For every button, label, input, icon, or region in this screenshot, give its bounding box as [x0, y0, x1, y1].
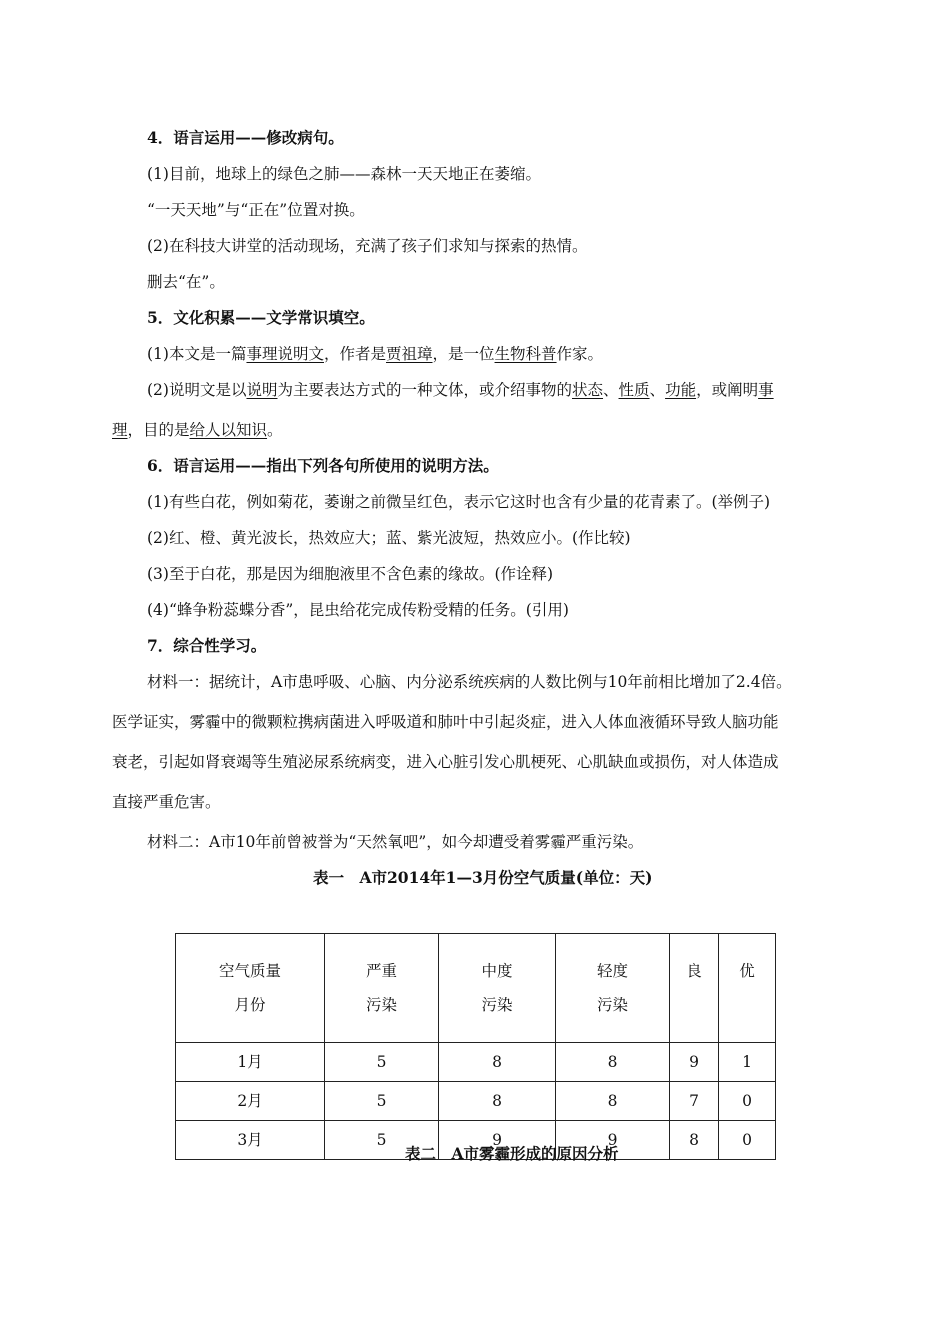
table-1-caption: 表一 A市2014年1—3月份空气质量(单位：天): [313, 868, 653, 887]
table-cell: 1: [719, 1043, 776, 1082]
q4-answer-1: “一天天地”与“正在”位置对换。: [147, 201, 365, 219]
q5-answer-nature: 性质: [618, 381, 650, 399]
table-cell: 5: [325, 1043, 439, 1082]
q6-sentence-2: (2)红、橙、黄光波长，热效应大；蓝、紫光波短，热效应小。(作比较): [147, 529, 631, 547]
q5-item-2: [147, 378, 774, 402]
table-corner-cell: [176, 934, 325, 1043]
header-month: 月份: [234, 996, 266, 1014]
q7-material-1: 材料一：据统计，A市患呼吸、心脑、内分泌系统疾病的人数比例与10年前相比增加了2.4倍。: [147, 673, 792, 691]
table-cell: 8: [439, 1082, 556, 1121]
q5-item-1-text: ，作者是: [323, 345, 386, 363]
q5-item-2-text: ，或阐明: [696, 381, 759, 399]
table-cell: 5: [325, 1121, 439, 1160]
table-cell: 2月: [176, 1082, 325, 1121]
table-cell: 9: [439, 1121, 556, 1160]
q5-answer-function: 功能: [665, 381, 697, 399]
q6-sentence-1: (1)有些白花，例如菊花，萎谢之前微呈红色，表示它这时也含有少量的花青素了。(举例子): [147, 493, 771, 511]
q7-material-1-line-3: 衰老，引起如肾衰竭等生殖泌尿系统病变，进入心脏引发心肌梗死、心肌缺血或损伤，对人体造成: [112, 753, 779, 771]
q5-item-1: [147, 342, 603, 366]
header-light: [556, 934, 670, 1043]
table-cell: 0: [719, 1121, 776, 1160]
table-cell: 8: [556, 1043, 670, 1082]
q5-item-2-text: ，目的是: [127, 421, 190, 439]
q6-sentence-3: (3)至于白花，那是因为细胞液里不含色素的缘故。(作诠释): [147, 565, 554, 583]
table-row: [176, 1043, 776, 1082]
q5-item-1-text: (1)本文是一篇: [147, 345, 247, 363]
q7-material-1-line-2: 医学证实，雾霾中的微颗粒携病菌进入呼吸道和肺叶中引起炎症，进入人体血液循环导致人脑功能: [112, 713, 779, 731]
q5-title: 5．文化积累——文学常识填空。: [147, 308, 375, 327]
q5-item-2-text: 。: [267, 421, 283, 439]
q4-answer-2: 删去“在”。: [147, 273, 225, 291]
q5-answer-explain: 说明: [246, 381, 278, 399]
table-header-row: [176, 934, 776, 1043]
table-cell: 7: [670, 1082, 719, 1121]
q5-item-2-text: 、: [603, 381, 619, 399]
header-text: 污染: [481, 996, 513, 1014]
header-text: 轻度: [596, 962, 628, 980]
header-air-quality: 空气质量: [218, 962, 281, 980]
q5-item-1-text: 作家。: [556, 345, 604, 363]
header-severe: [325, 934, 439, 1043]
air-quality-table: [175, 933, 776, 1160]
q5-answer-reason-start: 事: [758, 381, 774, 399]
q7-title: 7．综合性学习。: [147, 636, 267, 655]
q5-answer-field: 生物科普: [494, 345, 557, 363]
q4-sentence-1: (1)目前，地球上的绿色之肺——森林一天天地正在萎缩。: [147, 165, 541, 183]
table-cell: 0: [719, 1082, 776, 1121]
table-row: [176, 1082, 776, 1121]
q5-answer-purpose: 给人以知识: [189, 421, 268, 439]
header-text: 严重: [365, 962, 397, 980]
header-moderate: [439, 934, 556, 1043]
q7-material-1-line-4: 直接严重危害。: [112, 793, 221, 811]
q5-answer-genre: 事理说明文: [246, 345, 324, 363]
q7-material-2: 材料二：A市10年前曾被誉为“天然氧吧”，如今却遭受着雾霾严重污染。: [147, 833, 644, 851]
q5-answer-author: 贾祖璋: [386, 345, 433, 363]
q5-item-2-text: 、: [649, 381, 666, 399]
q6-sentence-4: (4)“蜂争粉蕊蝶分香”，昆虫给花完成传粉受精的任务。(引用): [147, 601, 569, 619]
q4-sentence-2: (2)在科技大讲堂的活动现场，充满了孩子们求知与探索的热情。: [147, 237, 588, 255]
q5-answer-reason-end: 理: [112, 421, 128, 439]
table-cell: 9: [670, 1043, 719, 1082]
q5-item-2-continued: [112, 418, 283, 442]
table-cell: 3月: [176, 1121, 325, 1160]
q5-answer-state: 状态: [572, 381, 604, 399]
header-text: 中度: [481, 962, 513, 980]
table-cell: 1月: [176, 1043, 325, 1082]
table-cell: 8: [670, 1121, 719, 1160]
table-cell: 5: [325, 1082, 439, 1121]
q5-item-1-text: ，是一位: [432, 345, 495, 363]
header-good: 良: [670, 934, 719, 1043]
table-2-caption: 表二 A市雾霾形成的原因分析: [405, 1144, 619, 1163]
q5-item-2-text: (2)说明文是以: [147, 381, 247, 399]
table-cell: 8: [556, 1082, 670, 1121]
header-text: 污染: [596, 996, 628, 1014]
q5-item-2-text: 为主要表达方式的一种文体，或介绍事物的: [277, 381, 572, 399]
table-cell: 9: [556, 1121, 670, 1160]
q6-title: 6．语言运用——指出下列各句所使用的说明方法。: [147, 456, 499, 475]
header-excellent: 优: [719, 934, 776, 1043]
table-cell: 8: [439, 1043, 556, 1082]
header-text: 污染: [365, 996, 397, 1014]
q4-title: 4．语言运用——修改病句。: [147, 128, 344, 147]
